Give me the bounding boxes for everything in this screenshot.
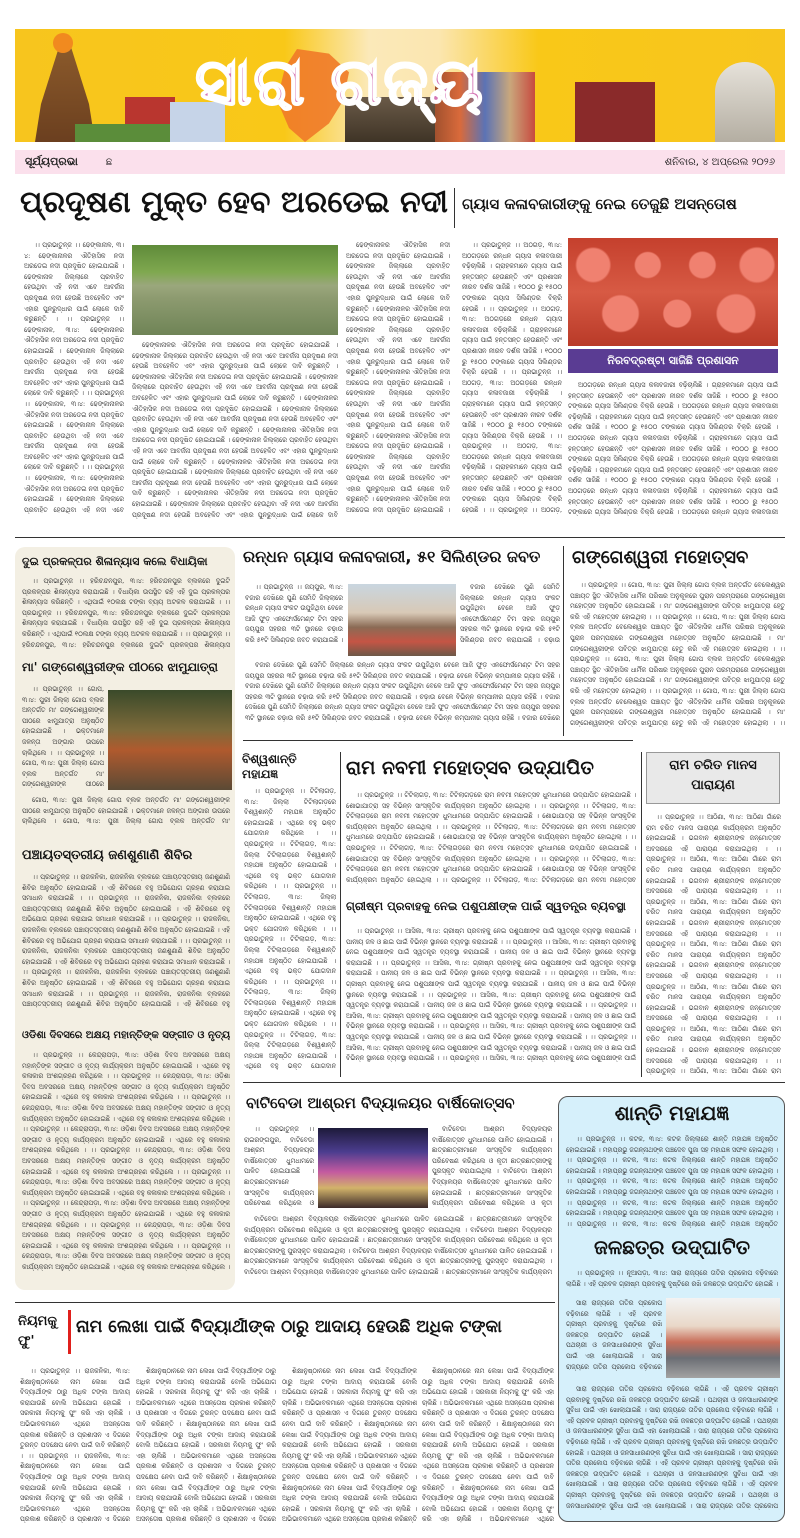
article-body-admission-fee-col3: ଶିକ୍ଷାନୁଷ୍ଠାନରେ ନାମ ଲେଖା ପାଇଁ ବିଦ୍ୟାର୍ଥୀଙ୍କ ଠାରୁ ଅଧିକ ଟଙ୍କା ଆଦାୟ କରାଯାଉଛି ବୋଲି ଅଭିଯୋଗ ହୋଇଛି । ସରକାରୀ ନିୟମକୁ ଫୁ' କରି ଏହା ଚାଲିଛି । ଅଭିଭାବକମାନେ ଏଥିରେ ଅସନ୍ତୋଷ ପ୍ରକାଶ କରିଛନ୍ତି ଓ ପ୍ରଶାସନ ଏ ଦିଗରେ ତୁରନ୍ତ ପଦକ୍ଷେପ ନେବା ପାଇଁ ଦାବି କରିଛନ୍ତି । ଶିକ୍ଷାନୁଷ୍ଠାନରେ ନାମ ଲେଖା ପାଇଁ ବିଦ୍ୟାର୍ଥୀଙ୍କ ଠାରୁ ଅଧିକ ଟଙ୍କା ଆଦାୟ କରାଯାଉଛି ବୋଲି ଅଭିଯୋଗ ହୋଇଛି । ସରକାରୀ ନିୟମକୁ ଫୁ' କରି ଏହା ଚାଲିଛି । ଅଭିଭାବକମାନେ ଏଥିରେ ଅସନ୍ତୋଷ ପ୍ରକାଶ କରିଛନ୍ତି ଓ ପ୍ରଶାସନ ଏ ଦିଗରେ ତୁରନ୍ତ ପଦକ୍ଷେପ ନେବା ପାଇଁ ଦାବି କରିଛନ୍ତି । ଶିକ୍ଷାନୁଷ୍ଠାନରେ ନାମ ଲେଖା ପାଇଁ ବିଦ୍ୟାର୍ଥୀଙ୍କ ଠାରୁ ଅଧିକ ଟଙ୍କା ଆଦାୟ କରାଯାଉଛି ବୋଲି ଅଭିଯୋଗ ହୋଇଛି । ସରକାରୀ ନିୟମକୁ ଫୁ' କରି ଏହା ଚାଲିଛି । ଅଭିଭାବକମାନେ ଏଥିରେ ଅସନ୍ତୋଷ ପ୍ରକାଶ କରିଛନ୍ତି [282, 1367, 417, 1524]
article-body-school-anniversary-bottom: ବାଟିବେଡା ଆଶ୍ରମ ବିଦ୍ୟାଳୟର ବାର୍ଷିକୋତ୍ସବ ଧୁମଧାମରେ ପାଳିତ ହୋଇଯାଇଛି । ଛାତ୍ରଛାତ୍ରୀମାନେ ସାଂସ୍କୃତିକ କାର୍ଯ୍ୟକ୍ରମ ପରିବେଷଣ କରିଥିଲେ ଓ କୃତୀ ଛାତ୍ରଛାତ୍ରୀଙ୍କୁ ପୁରସ୍କୃତ କରାଯାଇଥିଲା । ବାଟିବେଡା ଆଶ୍ରମ ବିଦ୍ୟାଳୟର ବାର୍ଷିକୋତ୍ସବ ଧୁମଧାମରେ ପାଳିତ ହୋଇଯାଇଛି । ଛାତ୍ରଛାତ୍ରୀମାନେ ସାଂସ୍କୃତିକ କାର୍ଯ୍ୟକ୍ରମ ପରିବେଷଣ କରିଥିଲେ ଓ କୃତୀ ଛାତ୍ରଛାତ୍ରୀଙ୍କୁ ପୁରସ୍କୃତ କରାଯାଇଥିଲା । ବାଟିବେଡା ଆଶ୍ରମ ବିଦ୍ୟାଳୟର ବାର୍ଷିକୋତ୍ସବ ଧୁମଧାମରେ ପାଳିତ ହୋଇଯାଇଛି । ଛାତ୍ରଛାତ୍ରୀମାନେ ସାଂସ୍କୃତିକ କାର୍ଯ୍ୟକ୍ରମ ପରିବେଷଣ କରିଥିଲେ ଓ କୃତୀ ଛାତ୍ରଛାତ୍ରୀଙ୍କୁ ପୁରସ୍କୃତ କରାଯାଇଥିଲା । ବାଟିବେଡା ଆଶ୍ରମ ବିଦ୍ୟାଳୟର ବାର୍ଷିକୋତ୍ସବ ଧୁମଧାମରେ ପାଳିତ ହୋଇଯାଇଛି । ଛାତ୍ରଛାତ୍ରୀମାନେ ସାଂସ୍କୃତିକ କାର୍ଯ୍ୟକ୍ରମ [244, 1215, 552, 1276]
article-body-jalachhatra: ।। ପ୍ରଭାତୁନ୍ଜ ।। ନୂଆପଡ଼ା, ୩।୪: ସାରା ରାଜ୍ୟରେ ତାତିର ପ୍ରକୋପ ବଢ଼ିବାରେ ଲାଗିଛି । ଏହି ପ୍ରବଳ ଗ୍ରୀଷ୍ମ ପ୍ରବାହକୁ ଦୃଷ୍ଟିରେ ରଖି ଜଳଛତ୍ର ଉଦ୍‌ଘାଟିତ ହୋଇଛି । [566, 1269, 778, 1288]
article-body-admission-fee-col2: ଶିକ୍ଷାନୁଷ୍ଠାନରେ ନାମ ଲେଖା ପାଇଁ ବିଦ୍ୟାର୍ଥୀଙ୍କ ଠାରୁ ଅଧିକ ଟଙ୍କା ଆଦାୟ କରାଯାଉଛି ବୋଲି ଅଭିଯୋଗ ହୋଇଛି । ସରକାରୀ ନିୟମକୁ ଫୁ' କରି ଏହା ଚାଲିଛି । ଅଭିଭାବକମାନେ ଏଥିରେ ଅସନ୍ତୋଷ ପ୍ରକାଶ କରିଛନ୍ତି ଓ ପ୍ରଶାସନ ଏ ଦିଗରେ ତୁରନ୍ତ ପଦକ୍ଷେପ ନେବା ପାଇଁ ଦାବି କରିଛନ୍ତି । ଶିକ୍ଷାନୁଷ୍ଠାନରେ ନାମ ଲେଖା ପାଇଁ ବିଦ୍ୟାର୍ଥୀଙ୍କ ଠାରୁ ଅଧିକ ଟଙ୍କା ଆଦାୟ କରାଯାଉଛି ବୋଲି ଅଭିଯୋଗ ହୋଇଛି । ସରକାରୀ ନିୟମକୁ ଫୁ' କରି ଏହା ଚାଲିଛି । ଅଭିଭାବକମାନେ ଏଥିରେ ଅସନ୍ତୋଷ ପ୍ରକାଶ କରିଛନ୍ତି ଓ ପ୍ରଶାସନ ଏ ଦିଗରେ ତୁରନ୍ତ ପଦକ୍ଷେପ ନେବା ପାଇଁ ଦାବି କରିଛନ୍ତି । ଶିକ୍ଷାନୁଷ୍ଠାନରେ ନାମ ଲେଖା ପାଇଁ ବିଦ୍ୟାର୍ଥୀଙ୍କ ଠାରୁ ଅଧିକ ଟଙ୍କା ଆଦାୟ କରାଯାଉଛି ବୋଲି ଅଭିଯୋଗ ହୋଇଛି । ସରକାରୀ ନିୟମକୁ ଫୁ' କରି ଏହା ଚାଲିଛି । ଅଭିଭାବକମାନେ ଏଥିରେ ଅସନ୍ତୋଷ ପ୍ରକାଶ କରିଛନ୍ତି ଓ ପ୍ରଶାସନ ଏ ଦିଗରେ [136, 1367, 276, 1524]
article-body-arodei-col3: ଢେଙ୍କାନାଳର ଐତିହାସିକ ନଦୀ ଅରଡେଇ ନଦୀ ପ୍ରଦୂଷିତ ହୋଇଯାଇଛି । ଢେଙ୍କାନାଳ ଜିଲ୍ଲାରେ ପ୍ରବାହିତ ହେଉଥିବା ଏହି ନଦୀ ଏବେ ଆବର୍ଜନା ପ୍ରଦୂଷଣ ନଦୀ ହେଉଛି ଅବହେଳିତ ଏବଂ ଏହାର ପୁନରୁଦ୍ଧାର ପାଇଁ ଲୋକେ ଦାବି କରୁଛନ୍ତି । ଢେଙ୍କାନାଳର ଐତିହାସିକ ନଦୀ ଅରଡେଇ ନଦୀ ପ୍ରଦୂଷିତ ହୋଇଯାଇଛି । ଢେଙ୍କାନାଳ ଜିଲ୍ଲାରେ ପ୍ରବାହିତ ହେଉଥିବା ଏହି ନଦୀ ଏବେ ଆବର୍ଜନା ପ୍ରଦୂଷଣ ନଦୀ ହେଉଛି ଅବହେଳିତ ଏବଂ ଏହାର ପୁନରୁଦ୍ଧାର ପାଇଁ ଲୋକେ ଦାବି କରୁଛନ୍ତି । ଢେଙ୍କାନାଳର ଐତିହାସିକ ନଦୀ ଅରଡେଇ ନଦୀ ପ୍ରଦୂଷିତ ହୋଇଯାଇଛି । ଢେଙ୍କାନାଳ ଜିଲ୍ଲାରେ ପ୍ରବାହିତ ହେଉଥିବା ଏହି ନଦୀ ଏବେ ଆବର୍ଜନା ପ୍ରଦୂଷଣ ନଦୀ ହେଉଛି ଅବହେଳିତ ଏବଂ ଏହାର ପୁନରୁଦ୍ଧାର ପାଇଁ ଲୋକେ ଦାବି କରୁଛନ୍ତି । ଢେଙ୍କାନାଳର ଐତିହାସିକ ନଦୀ ଅରଡେଇ ନଦୀ ପ୍ରଦୂଷିତ ହୋଇଯାଇଛି । ଢେଙ୍କାନାଳ ଜିଲ୍ଲାରେ ପ୍ରବାହିତ ହେଉଥିବା ଏହି ନଦୀ ଏବେ ଆବର୍ଜନା ପ୍ରଦୂଷଣ ନଦୀ ହେଉଛି ଅବହେଳିତ ଏବଂ ଏହାର ପୁନରୁଦ୍ଧାର ପାଇଁ ଲୋକେ ଦାବି କରୁଛନ୍ତି । ଢେଙ୍କାନାଳର ଐତିହାସିକ ନଦୀ ଅରଡେଇ ନଦୀ ପ୍ରଦୂଷିତ ହୋଇଯାଇଛି । [346, 241, 450, 514]
section-divider [15, 1302, 555, 1303]
section-divider [15, 537, 785, 538]
column-rule [454, 188, 455, 228]
headline-accent-bar [68, 1310, 71, 1354]
sun-icon [53, 33, 73, 53]
stupa-illustration [715, 62, 775, 142]
headline-ram-navami: ରାମ ନବମୀ ମହୋତ୍ସବ ଉଦ୍‌ଯାପିତ [346, 758, 594, 779]
article-body-cylinder-seized: ।। ପ୍ରଭାତୁନ୍ଜ ।। ଜୟପୁର, ୩।୪: ବଜାର ଦେଖିରେ ପୁଣି ସେମିତି ଜିଲ୍ଲାରେ ରନ୍ଧନ ଗ୍ୟାସ ସଂକଟ ଉପୁଜିଥିବା ବେଳେ ଆଜି ଫୁଡ଼ ଏନଫୋର୍ସମେଣ୍ଟ ଟିମ ସହର ଜୟପୁର ସହରର ୩ଟି ସ୍ଥାନରେ ଚଢ଼ାଉ କରି ୫୧ଟି ସିଲିଣ୍ଡର ଜବତ କରାଯାଇଛି । [245, 583, 343, 644]
headline-cylinder-seized: ରନ୍ଧନ ଗ୍ୟାସ କଳାବଜାରୀ, ୫୧ ସିଲିଣ୍ଡର ଜବତ [243, 548, 541, 566]
article-body-cylinder-seized-bottom: ବଜାର ଦେଖିରେ ପୁଣି ସେମିତି ଜିଲ୍ଲାରେ ରନ୍ଧନ ଗ୍ୟାସ ସଂକଟ ଉପୁଜିଥିବା ବେଳେ ଆଜି ଫୁଡ଼ ଏନଫୋର୍ସମେଣ୍ଟ ଟିମ ସହର ଜୟପୁର ସହରର ୩ଟି ସ୍ଥାନରେ ଚଢ଼ାଉ କରି ୫୧ଟି ସିଲିଣ୍ଡର ଜବତ କରାଯାଇଛି । ଚଢ଼ାଉ ବେଳେ ବିଭିନ୍ନ କମ୍ପାନୀର ଗ୍ୟାସ ରହିଛି । ବଜାର ଦେଖିରେ ପୁଣି ସେମିତି ଜିଲ୍ଲାରେ ରନ୍ଧନ ଗ୍ୟାସ ସଂକଟ ଉପୁଜିଥିବା ବେଳେ ଆଜି ଫୁଡ଼ ଏନଫୋର୍ସମେଣ୍ଟ ଟିମ ସହର ଜୟପୁର ସହରର ୩ଟି ସ୍ଥାନରେ ଚଢ଼ାଉ କରି ୫୧ଟି ସିଲିଣ୍ଡର ଜବତ କରାଯାଇଛି । ଚଢ଼ାଉ ବେଳେ ବିଭିନ୍ନ କମ୍ପାନୀର ଗ୍ୟାସ ରହିଛି । ବଜାର ଦେଖିରେ ପୁଣି ସେମିତି ଜିଲ୍ଲାରେ ରନ୍ଧନ ଗ୍ୟାସ ସଂକଟ ଉପୁଜିଥିବା ବେଳେ ଆଜି ଫୁଡ଼ ଏନଫୋର୍ସମେଣ୍ଟ ଟିମ ସହର ଜୟପୁର ସହରର ୩ଟି ସ୍ଥାନରେ ଚଢ଼ାଉ କରି ୫୧ଟି ସିଲିଣ୍ଡର ଜବତ କରାଯାଇଛି । ଚଢ଼ାଉ ବେଳେ ବିଭିନ୍ନ କମ୍ପାନୀର ଗ୍ୟାସ ରହିଛି । ବଜାର ଦେଖିରେ [245, 661, 560, 722]
headline-mla-foundation: ଦୁଇ ପ୍ରକଳ୍ପର ଶିଳାନ୍ୟାସ କଲେ ବିଧାୟିକା [22, 556, 208, 568]
article-body-arodei: ।। ପ୍ରଭାତୁନ୍ଜ ।। ଢେଙ୍କାନାଳ, ୩।୪: ଢେଙ୍କାନାଳର ଐତିହାସିକ ନଦୀ ଅରଡେଇ ନଦୀ ପ୍ରଦୂଷିତ ହୋଇଯାଇଛି । ଢେଙ୍କାନାଳ ଜିଲ୍ଲାରେ ପ୍ରବାହିତ ହେଉଥିବା ଏହି ନଦୀ ଏବେ ଆବର୍ଜନା ପ୍ରଦୂଷଣ ନଦୀ ହେଉଛି ଅବହେଳିତ ଏବଂ ଏହାର ପୁନରୁଦ୍ଧାର ପାଇଁ ଲୋକେ ଦାବି କରୁଛନ୍ତି । ।। ପ୍ରଭାତୁନ୍ଜ ।। ଢେଙ୍କାନାଳ, ୩।୪: ଢେଙ୍କାନାଳର ଐତିହାସିକ ନଦୀ ଅରଡେଇ ନଦୀ ପ୍ରଦୂଷିତ ହୋଇଯାଇଛି । ଢେଙ୍କାନାଳ ଜିଲ୍ଲାରେ ପ୍ରବାହିତ ହେଉଥିବା ଏହି ନଦୀ ଏବେ ଆବର୍ଜନା ପ୍ରଦୂଷଣ ନଦୀ ହେଉଛି ଅବହେଳିତ ଏବଂ ଏହାର ପୁନରୁଦ୍ଧାର ପାଇଁ ଲୋକେ ଦାବି କରୁଛନ୍ତି । ।। ପ୍ରଭାତୁନ୍ଜ ।। ଢେଙ୍କାନାଳ, ୩।୪: ଢେଙ୍କାନାଳର ଐତିହାସିକ ନଦୀ ଅରଡେଇ ନଦୀ ପ୍ରଦୂଷିତ ହୋଇଯାଇଛି । ଢେଙ୍କାନାଳ ଜିଲ୍ଲାରେ ପ୍ରବାହିତ ହେଉଥିବା ଏହି ନଦୀ ଏବେ ଆବର୍ଜନା ପ୍ରଦୂଷଣ ନଦୀ ହେଉଛି ଅବହେଳିତ ଏବଂ ଏହାର ପୁନରୁଦ୍ଧାର ପାଇଁ ଲୋକେ ଦାବି କରୁଛନ୍ତି । ।। ପ୍ରଭାତୁନ୍ଜ ।। ଢେଙ୍କାନାଳ, ୩।୪: ଢେଙ୍କାନାଳର ଐତିହାସିକ ନଦୀ ଅରଡେଇ ନଦୀ ପ୍ରଦୂଷିତ ହୋଇଯାଇଛି । ଢେଙ୍କାନାଳ ଜିଲ୍ଲାରେ ପ୍ରବାହିତ ହେଉଥିବା ଏହି ନଦୀ ଏବେ [24, 241, 124, 514]
article-body-jhamu-jatra: ।। ପ୍ରଭାତୁନ୍ଜ ।। ଗୋପ, ୩।୪: ପୁରୀ ଜିଲ୍ଲା ଗୋପ ବ୍ଲକ ଅନ୍ତର୍ଗତ ମା' ଗଙ୍ଗେଶ୍ୱରୀଙ୍କ ପୀଠରେ ଝାମୁଯାତ୍ରା ଅନୁଷ୍ଠିତ ହୋଇଯାଇଛି । ଭକ୍ତମାନେ ଜଳନ୍ତା ଅଙ୍ଗାର ଉପରେ ଚାଲିଥିଲେ । ।। ପ୍ରଭାତୁନ୍ଜ ।। ଗୋପ, ୩।୪: ପୁରୀ ଜିଲ୍ଲା ଗୋପ ବ୍ଲକ ଅନ୍ତର୍ଗତ ମା' ଗଙ୍ଗେଶ୍ୱରୀଙ୍କ ପୀଠରେ [22, 685, 104, 789]
photo-school-stage [318, 1128, 428, 1208]
issue-date: ଶନିବାର, ୪ ଅପ୍ରେଲ ୨୦୨୬ [664, 156, 775, 168]
headline-gas-discontent: ଗ୍ୟାସ କଳାବଜାରୀଙ୍କୁ ନେଇ ତେଜୁଛି ଅସନ୍ତୋଷ [462, 196, 737, 213]
column-rule [563, 546, 564, 736]
article-body-admission-fee: ।। ପ୍ରଭାତୁନ୍ଜ ।। ରାଜକନିକା, ୩।୪: ଶିକ୍ଷାନୁଷ୍ଠାନରେ ନାମ ଲେଖା ପାଇଁ ବିଦ୍ୟାର୍ଥୀଙ୍କ ଠାରୁ ଅଧିକ ଟଙ୍କା ଆଦାୟ କରାଯାଉଛି ବୋଲି ଅଭିଯୋଗ ହୋଇଛି । ସରକାରୀ ନିୟମକୁ ଫୁ' କରି ଏହା ଚାଲିଛି । ଅଭିଭାବକମାନେ ଏଥିରେ ଅସନ୍ତୋଷ ପ୍ରକାଶ କରିଛନ୍ତି ଓ ପ୍ରଶାସନ ଏ ଦିଗରେ ତୁରନ୍ତ ପଦକ୍ଷେପ ନେବା ପାଇଁ ଦାବି କରିଛନ୍ତି । ।। ପ୍ରଭାତୁନ୍ଜ ।। ରାଜକନିକା, ୩।୪: ଶିକ୍ଷାନୁଷ୍ଠାନରେ ନାମ ଲେଖା ପାଇଁ ବିଦ୍ୟାର୍ଥୀଙ୍କ ଠାରୁ ଅଧିକ ଟଙ୍କା ଆଦାୟ କରାଯାଉଛି ବୋଲି ଅଭିଯୋଗ ହୋଇଛି । ସରକାରୀ ନିୟମକୁ ଫୁ' କରି ଏହା ଚାଲିଛି । ଅଭିଭାବକମାନେ ଏଥିରେ ଅସନ୍ତୋଷ ପ୍ରକାଶ କରିଛନ୍ତି ଓ ପ୍ରଶାସନ ଏ ଦିଗରେ [20, 1367, 130, 1524]
article-body-admission-fee-col4: ଶିକ୍ଷାନୁଷ୍ଠାନରେ ନାମ ଲେଖା ପାଇଁ ବିଦ୍ୟାର୍ଥୀଙ୍କ ଠାରୁ ଅଧିକ ଟଙ୍କା ଆଦାୟ କରାଯାଉଛି ବୋଲି ଅଭିଯୋଗ ହୋଇଛି । ସରକାରୀ ନିୟମକୁ ଫୁ' କରି ଏହା ଚାଲିଛି । ଅଭିଭାବକମାନେ ଏଥିରେ ଅସନ୍ତୋଷ ପ୍ରକାଶ କରିଛନ୍ତି ଓ ପ୍ରଶାସନ ଏ ଦିଗରେ ତୁରନ୍ତ ପଦକ୍ଷେପ ନେବା ପାଇଁ ଦାବି କରିଛନ୍ତି । ଶିକ୍ଷାନୁଷ୍ଠାନରେ ନାମ ଲେଖା ପାଇଁ ବିଦ୍ୟାର୍ଥୀଙ୍କ ଠାରୁ ଅଧିକ ଟଙ୍କା ଆଦାୟ କରାଯାଉଛି ବୋଲି ଅଭିଯୋଗ ହୋଇଛି । ସରକାରୀ ନିୟମକୁ ଫୁ' କରି ଏହା ଚାଲିଛି । ଅଭିଭାବକମାନେ ଏଥିରେ ଅସନ୍ତୋଷ ପ୍ରକାଶ କରିଛନ୍ତି ଓ ପ୍ରଶାସନ ଏ ଦିଗରେ ତୁରନ୍ତ ପଦକ୍ଷେପ ନେବା ପାଇଁ ଦାବି କରିଛନ୍ତି । ଶିକ୍ଷାନୁଷ୍ଠାନରେ ନାମ ଲେଖା ପାଇଁ ବିଦ୍ୟାର୍ଥୀଙ୍କ ଠାରୁ ଅଧିକ ଟଙ୍କା ଆଦାୟ କରାଯାଉଛି ବୋଲି ଅଭିଯୋଗ ହୋଇଛି । ସରକାରୀ ନିୟମକୁ ଫୁ' କରି ଏହା ଚାଲିଛି । ଅଭିଭାବକମାନେ ଏଥିରେ [422, 1367, 554, 1524]
palm-illustration [575, 82, 655, 142]
newspaper-brand: ସୂର୍ଯ୍ୟପ୍ରଭା [25, 155, 78, 168]
article-body-ram-navami: ।। ପ୍ରଭାତୁନ୍ଜ ।। ଟିଟିଲାଗଡ଼, ୩।୪: ଟିଟିଲାଗଡ଼ରେ ରାମ ନବମୀ ମହୋତ୍ସବ ଧୁମଧାମରେ ଉଦ୍‌ଯାପିତ ହୋଇଯାଇଛି । ଶୋଭାଯାତ୍ରା ସହ ବିଭିନ୍ନ ସାଂସ୍କୃତିକ କାର୍ଯ୍ୟକ୍ରମ ଅନୁଷ୍ଠିତ ହୋଇଥିଲା । ।। ପ୍ରଭାତୁନ୍ଜ ।। ଟିଟିଲାଗଡ଼, ୩।୪: ଟିଟିଲାଗଡ଼ରେ ରାମ ନବମୀ ମହୋତ୍ସବ ଧୁମଧାମରେ ଉଦ୍‌ଯାପିତ ହୋଇଯାଇଛି । ଶୋଭାଯାତ୍ରା ସହ ବିଭିନ୍ନ ସାଂସ୍କୃତିକ କାର୍ଯ୍ୟକ୍ରମ ଅନୁଷ୍ଠିତ ହୋଇଥିଲା । ।। ପ୍ରଭାତୁନ୍ଜ ।। ଟିଟିଲାଗଡ଼, ୩।୪: ଟିଟିଲାଗଡ଼ରେ ରାମ ନବମୀ ମହୋତ୍ସବ ଧୁମଧାମରେ ଉଦ୍‌ଯାପିତ ହୋଇଯାଇଛି । ଶୋଭାଯାତ୍ରା ସହ ବିଭିନ୍ନ ସାଂସ୍କୃତିକ କାର୍ଯ୍ୟକ୍ରମ ଅନୁଷ୍ଠିତ ହୋଇଥିଲା । ।। ପ୍ରଭାତୁନ୍ଜ ।। ଟିଟିଲାଗଡ଼, ୩।୪: ଟିଟିଲାଗଡ଼ରେ ରାମ ନବମୀ ମହୋତ୍ସବ ଧୁମଧାମରେ ଉଦ୍‌ଯାପିତ ହୋଇଯାଇଛି । ଶୋଭାଯାତ୍ରା ସହ ବିଭିନ୍ନ ସାଂସ୍କୃତିକ କାର୍ଯ୍ୟକ୍ରମ ଅନୁଷ୍ଠିତ ହୋଇଥିଲା । ।। ପ୍ରଭାତୁନ୍ଜ ।। ଟିଟିଲାଗଡ଼, ୩।୪: ଟିଟିଲାଗଡ଼ରେ ରାମ ନବମୀ ମହୋତ୍ସବ ଧୁମଧାମରେ ଉଦ୍‌ଯାପିତ ହୋଇଯାଇଛି । ଶୋଭାଯାତ୍ରା ସହ ବିଭିନ୍ନ ସାଂସ୍କୃତିକ କାର୍ଯ୍ୟକ୍ରମ ଅନୁଷ୍ଠିତ ହୋଇଥିଲା । ।। ପ୍ରଭାତୁନ୍ଜ ।। ଟିଟିଲାଗଡ଼, ୩।୪: ଟିଟିଲାଗଡ଼ରେ ରାମ ନବମୀ ମହୋତ୍ସବ [346, 791, 636, 884]
headline-shanti-yajna: ଶାନ୍ତି ମହାଯଜ୍ଞ [614, 1102, 730, 1125]
article-body-odisha-divas: ।। ପ୍ରଭାତୁନ୍ଜ ।। କେନ୍ଦ୍ରାପଡ଼ା, ୩।୪: ଓଡ଼ିଶା ଦିବସ ଅବସରରେ ଅକ୍ଷୟ ମହାନ୍ତିଙ୍କ ସଙ୍ଗୀତ ଓ ନୃତ୍ୟ କାର୍ଯ୍ୟକ୍ରମ ଅନୁଷ୍ଠିତ ହୋଇଯାଇଛି । ଏଥିରେ ବହୁ କଳାକାର ଅଂଶଗ୍ରହଣ କରିଥିଲେ । ।। ପ୍ରଭାତୁନ୍ଜ ।। କେନ୍ଦ୍ରାପଡ଼ା, ୩।୪: ଓଡ଼ିଶା ଦିବସ ଅବସରରେ ଅକ୍ଷୟ ମହାନ୍ତିଙ୍କ ସଙ୍ଗୀତ ଓ ନୃତ୍ୟ କାର୍ଯ୍ୟକ୍ରମ ଅନୁଷ୍ଠିତ ହୋଇଯାଇଛି । ଏଥିରେ ବହୁ କଳାକାର ଅଂଶଗ୍ରହଣ କରିଥିଲେ । ।। ପ୍ରଭାତୁନ୍ଜ ।। କେନ୍ଦ୍ରାପଡ଼ା, ୩।୪: ଓଡ଼ିଶା ଦିବସ ଅବସରରେ ଅକ୍ଷୟ ମହାନ୍ତିଙ୍କ ସଙ୍ଗୀତ ଓ ନୃତ୍ୟ କାର୍ଯ୍ୟକ୍ରମ ଅନୁଷ୍ଠିତ ହୋଇଯାଇଛି । ଏଥିରେ ବହୁ କଳାକାର ଅଂଶଗ୍ରହଣ କରିଥିଲେ । ।। ପ୍ରଭାତୁନ୍ଜ ।। କେନ୍ଦ୍ରାପଡ଼ା, ୩।୪: ଓଡ଼ିଶା ଦିବସ ଅବସରରେ ଅକ୍ଷୟ ମହାନ୍ତିଙ୍କ ସଙ୍ଗୀତ ଓ ନୃତ୍ୟ କାର୍ଯ୍ୟକ୍ରମ ଅନୁଷ୍ଠିତ ହୋଇଯାଇଛି । ଏଥିରେ ବହୁ କଳାକାର ଅଂଶଗ୍ରହଣ କରିଥିଲେ । ।। ପ୍ରଭାତୁନ୍ଜ ।। କେନ୍ଦ୍ରାପଡ଼ା, ୩।୪: ଓଡ଼ିଶା ଦିବସ ଅବସରରେ ଅକ୍ଷୟ ମହାନ୍ତିଙ୍କ ସଙ୍ଗୀତ ଓ ନୃତ୍ୟ କାର୍ଯ୍ୟକ୍ରମ ଅନୁଷ୍ଠିତ ହୋଇଯାଇଛି । ଏଥିରେ ବହୁ କଳାକାର ଅଂଶଗ୍ରହଣ କରିଥିଲେ । ।। ପ୍ରଭାତୁନ୍ଜ ।। କେନ୍ଦ୍ରାପଡ଼ା, ୩।୪: ଓଡ଼ିଶା ଦିବସ ଅବସରରେ ଅକ୍ଷୟ ମହାନ୍ତିଙ୍କ ସଙ୍ଗୀତ ଓ ନୃତ୍ୟ କାର୍ଯ୍ୟକ୍ରମ ଅନୁଷ୍ଠିତ ହୋଇଯାଇଛି । ଏଥିରେ ବହୁ କଳାକାର ଅଂଶଗ୍ରହଣ କରିଥିଲେ । ।। ପ୍ରଭାତୁନ୍ଜ ।। କେନ୍ଦ୍ରାପଡ଼ା, ୩।୪: ଓଡ଼ିଶା ଦିବସ ଅବସରରେ ଅକ୍ଷୟ ମହାନ୍ତିଙ୍କ ସଙ୍ଗୀତ ଓ ନୃତ୍ୟ କାର୍ଯ୍ୟକ୍ରମ ଅନୁଷ୍ଠିତ ହୋଇଯାଇଛି । ଏଥିରେ ବହୁ କଳାକାର ଅଂଶଗ୍ରହଣ କରିଥିଲେ । ।। ପ୍ରଭାତୁନ୍ଜ ।। କେନ୍ଦ୍ରାପଡ଼ା, ୩।୪: ଓଡ଼ିଶା ଦିବସ ଅବସରରେ ଅକ୍ଷୟ ମହାନ୍ତିଙ୍କ ସଙ୍ଗୀତ ଓ ନୃତ୍ୟ କାର୍ଯ୍ୟକ୍ରମ ଅନୁଷ୍ଠିତ ହୋଇଯାଇଛି । ଏଥିରେ ବହୁ କଳାକାର ଅଂଶଗ୍ରହଣ କରିଥିଲେ । ।। ପ୍ରଭାତୁନ୍ଜ ।। କେନ୍ଦ୍ରାପଡ଼ା, ୩।୪: ଓଡ଼ିଶା ଦିବସ ଅବସରରେ ଅକ୍ଷୟ ମହାନ୍ତିଙ୍କ ସଙ୍ଗୀତ ଓ ନୃତ୍ୟ କାର୍ଯ୍ୟକ୍ରମ ଅନୁଷ୍ଠିତ ହୋଇଯାଇଛି । ଏଥିରେ ବହୁ କଳାକାର ଅଂଶଗ୍ରହଣ କରିଥିଲେ । [22, 1051, 230, 1271]
article-body-school-anniversary: ।। ପ୍ରଭାତୁନ୍ଜ ।। ରାଇରଙ୍ଗପୁର, ବାଟିବେଡା ଆଶ୍ରମ ବିଦ୍ୟାଳୟର ବାର୍ଷିକୋତ୍ସବ ଧୁମଧାମରେ ପାଳିତ ହୋଇଯାଇଛି । ଛାତ୍ରଛାତ୍ରୀମାନେ ସାଂସ୍କୃତିକ କାର୍ଯ୍ୟକ୍ରମ ପରିବେଷଣ କରିଥିଲେ ଓ [244, 1125, 314, 1208]
article-body-mla-foundation: ।। ପ୍ରଭାତୁନ୍ଜ ।। ହରିଚନ୍ଦନପୁର, ୩।୪: ହରିଚନ୍ଦନପୁର ବ୍ଲକରେ ଦୁଇଟି ପ୍ରକଳ୍ପର ଶିଳାନ୍ୟାସ କରାଯାଇଛି । ବିଧାୟିକା ଉପସ୍ଥିତ ରହି ଏହି ଦୁଇ ପ୍ରକଳ୍ପର ଶିଳାନ୍ୟାସ କରିଛନ୍ତି । ଏଥିପାଇଁ ୧୦ଲକ୍ଷ ଟଙ୍କା ବ୍ୟୟ ଅଟକଳ କରାଯାଇଛି । ।। ପ୍ରଭାତୁନ୍ଜ ।। ହରିଚନ୍ଦନପୁର, ୩।୪: ହରିଚନ୍ଦନପୁର ବ୍ଲକରେ ଦୁଇଟି ପ୍ରକଳ୍ପର ଶିଳାନ୍ୟାସ କରାଯାଇଛି । ବିଧାୟିକା ଉପସ୍ଥିତ ରହି ଏହି ଦୁଇ ପ୍ରକଳ୍ପର ଶିଳାନ୍ୟାସ କରିଛନ୍ତି । ଏଥିପାଇଁ ୧୦ଲକ୍ଷ ଟଙ୍କା ବ୍ୟୟ ଅଟକଳ କରାଯାଇଛି । ।। ପ୍ରଭାତୁନ୍ଜ ।। ହରିଚନ୍ଦନପୁର, ୩।୪: ହରିଚନ୍ଦନପୁର ବ୍ଲକରେ ଦୁଇଟି ପ୍ରକଳ୍ପର ଶିଳାନ୍ୟାସ [22, 577, 230, 649]
article-body-gas-discontent: ।। ପ୍ରଭାତୁନ୍ଜ ।। ଅଠଗଡ଼, ୩।୪: ଅଠଗଡ଼ରେ ରନ୍ଧନ ଗ୍ୟାସ କଳାବଜାରୀ ବଢ଼ିଚାଲିଛି । ଗ୍ରାହକମାନେ ଗ୍ୟାସ ପାଇଁ ହନ୍ତସନ୍ତ ହେଉଛନ୍ତି ଏବଂ ପ୍ରଶାସନ ନୀରବ ଦର୍ଶକ ସାଜିଛି । ୧୦୦୦ ରୁ ୧୫୦୦ ଟଙ୍କାରେ ଗ୍ୟାସ ସିଲିଣ୍ଡର ବିକ୍ରି ହେଉଛି । ।। ପ୍ରଭାତୁନ୍ଜ ।। ଅଠଗଡ଼, ୩।୪: ଅଠଗଡ଼ରେ ରନ୍ଧନ ଗ୍ୟାସ କଳାବଜାରୀ ବଢ଼ିଚାଲିଛି । ଗ୍ରାହକମାନେ ଗ୍ୟାସ ପାଇଁ ହନ୍ତସନ୍ତ ହେଉଛନ୍ତି ଏବଂ ପ୍ରଶାସନ ନୀରବ ଦର୍ଶକ ସାଜିଛି । ୧୦୦୦ ରୁ ୧୫୦୦ ଟଙ୍କାରେ ଗ୍ୟାସ ସିଲିଣ୍ଡର ବିକ୍ରି ହେଉଛି । ।। ପ୍ରଭାତୁନ୍ଜ ।। ଅଠଗଡ଼, ୩।୪: ଅଠଗଡ଼ରେ ରନ୍ଧନ ଗ୍ୟାସ କଳାବଜାରୀ ବଢ଼ିଚାଲିଛି । ଗ୍ରାହକମାନେ ଗ୍ୟାସ ପାଇଁ ହନ୍ତସନ୍ତ ହେଉଛନ୍ତି ଏବଂ ପ୍ରଶାସନ ନୀରବ ଦର୍ଶକ ସାଜିଛି । ୧୦୦୦ ରୁ ୧୫୦୦ ଟଙ୍କାରେ ଗ୍ୟାସ ସିଲିଣ୍ଡର ବିକ୍ରି ହେଉଛି । ।। ପ୍ରଭାତୁନ୍ଜ ।। ଅଠଗଡ଼, ୩।୪: ଅଠଗଡ଼ରେ ରନ୍ଧନ ଗ୍ୟାସ କଳାବଜାରୀ ବଢ଼ିଚାଲିଛି । ଗ୍ରାହକମାନେ ଗ୍ୟାସ ପାଇଁ ହନ୍ତସନ୍ତ ହେଉଛନ୍ତି ଏବଂ ପ୍ରଶାସନ ନୀରବ ଦର୍ଶକ ସାଜିଛି । ୧୦୦୦ ରୁ ୧୫୦୦ ଟଙ୍କାରେ ଗ୍ୟାସ ସିଲିଣ୍ଡର ବିକ୍ରି ହେଉଛି । ।। ପ୍ରଭାତୁନ୍ଜ ।। ଅଠଗଡ଼, [462, 241, 562, 514]
section-title: ସାରା ରାଜ୍ୟ [195, 46, 485, 120]
section-divider [243, 1082, 785, 1083]
article-body-cylinder-seized-cont: ବଜାର ଦେଖିରେ ପୁଣି ସେମିତି ଜିଲ୍ଲାରେ ରନ୍ଧନ ଗ୍ୟାସ ସଂକଟ ଉପୁଜିଥିବା ବେଳେ ଆଜି ଫୁଡ଼ ଏନଫୋର୍ସମେଣ୍ଟ ଟିମ ସହର ଜୟପୁର ସହରର ୩ଟି ସ୍ଥାନରେ ଚଢ଼ାଉ କରି ୫୧ଟି ସିଲିଣ୍ଡର ଜବତ କରାଯାଇଛି । ଚଢ଼ାଉ [460, 583, 560, 644]
article-body-gas-discontent-cont: ଅଠଗଡ଼ରେ ରନ୍ଧନ ଗ୍ୟାସ କଳାବଜାରୀ ବଢ଼ିଚାଲିଛି । ଗ୍ରାହକମାନେ ଗ୍ୟାସ ପାଇଁ ହନ୍ତସନ୍ତ ହେଉଛନ୍ତି ଏବଂ ପ୍ରଶାସନ ନୀରବ ଦର୍ଶକ ସାଜିଛି । ୧୦୦୦ ରୁ ୧୫୦୦ ଟଙ୍କାରେ ଗ୍ୟାସ ସିଲିଣ୍ଡର ବିକ୍ରି ହେଉଛି । ଅଠଗଡ଼ରେ ରନ୍ଧନ ଗ୍ୟାସ କଳାବଜାରୀ ବଢ଼ିଚାଲିଛି । ଗ୍ରାହକମାନେ ଗ୍ୟାସ ପାଇଁ ହନ୍ତସନ୍ତ ହେଉଛନ୍ତି ଏବଂ ପ୍ରଶାସନ ନୀରବ ଦର୍ଶକ ସାଜିଛି । ୧୦୦୦ ରୁ ୧୫୦୦ ଟଙ୍କାରେ ଗ୍ୟାସ ସିଲିଣ୍ଡର ବିକ୍ରି ହେଉଛି । ଅଠଗଡ଼ରେ ରନ୍ଧନ ଗ୍ୟାସ କଳାବଜାରୀ ବଢ଼ିଚାଲିଛି । ଗ୍ରାହକମାନେ ଗ୍ୟାସ ପାଇଁ ହନ୍ତସନ୍ତ ହେଉଛନ୍ତି ଏବଂ ପ୍ରଶାସନ ନୀରବ ଦର୍ଶକ ସାଜିଛି । ୧୦୦୦ ରୁ ୧୫୦୦ ଟଙ୍କାରେ ଗ୍ୟାସ ସିଲିଣ୍ଡର ବିକ୍ରି ହେଉଛି । ଅଠଗଡ଼ରେ ରନ୍ଧନ ଗ୍ୟାସ କଳାବଜାରୀ ବଢ଼ିଚାଲିଛି । ଗ୍ରାହକମାନେ ଗ୍ୟାସ ପାଇଁ ହନ୍ତସନ୍ତ ହେଉଛନ୍ତି ଏବଂ ପ୍ରଶାସନ ନୀରବ ଦର୍ଶକ ସାଜିଛି । ୧୦୦୦ ରୁ ୧୫୦୦ ଟଙ୍କାରେ ଗ୍ୟାସ ସିଲିଣ୍ଡର ବିକ୍ରି ହେଉଛି । ଅଠଗଡ଼ରେ ରନ୍ଧନ ଗ୍ୟାସ କଳାବଜାରୀ ବଢ଼ିଚାଲିଛି । ଗ୍ରାହକମାନେ ଗ୍ୟାସ ପାଇଁ ହନ୍ତସନ୍ତ ହେଉଛନ୍ତି ଏବଂ ପ୍ରଶାସନ ନୀରବ ଦର୍ଶକ ସାଜିଛି । ୧୦୦୦ ରୁ ୧୫୦୦ ଟଙ୍କାରେ ଗ୍ୟାସ ସିଲିଣ୍ଡର ବିକ୍ରି ହେଉଛି । ଅଠଗଡ଼ରେ ରନ୍ଧନ ଗ୍ୟାସ କଳାବଜାରୀ [568, 381, 778, 517]
headline-gangeswari-festival: ଗଙ୍ଗେଶ୍ୱରୀ ମହୋତ୍ସବ [572, 548, 749, 568]
photo-jhamu-jatra [108, 690, 232, 790]
section-divider [243, 740, 633, 741]
article-body-school-anniversary-cont: ବାଟିବେଡା ଆଶ୍ରମ ବିଦ୍ୟାଳୟର ବାର୍ଷିକୋତ୍ସବ ଧୁମଧାମରେ ପାଳିତ ହୋଇଯାଇଛି । ଛାତ୍ରଛାତ୍ରୀମାନେ ସାଂସ୍କୃତିକ କାର୍ଯ୍ୟକ୍ରମ ପରିବେଷଣ କରିଥିଲେ ଓ କୃତୀ ଛାତ୍ରଛାତ୍ରୀଙ୍କୁ ପୁରସ୍କୃତ କରାଯାଇଥିଲା । ବାଟିବେଡା ଆଶ୍ରମ ବିଦ୍ୟାଳୟର ବାର୍ଷିକୋତ୍ସବ ଧୁମଧାମରେ ପାଳିତ ହୋଇଯାଇଛି । ଛାତ୍ରଛାତ୍ରୀମାନେ ସାଂସ୍କୃତିକ କାର୍ଯ୍ୟକ୍ରମ ପରିବେଷଣ କରିଥିଲେ ଓ କୃତୀ [432, 1125, 552, 1208]
kicker-admission-fee: ନିୟମକୁ ଫୁ' [18, 1314, 58, 1349]
article-body-jalachhatra-cont: ସାରା ରାଜ୍ୟରେ ତାତିର ପ୍ରକୋପ ବଢ଼ିବାରେ ଲାଗିଛି । ଏହି ପ୍ରବଳ ଗ୍ରୀଷ୍ମ ପ୍ରବାହକୁ ଦୃଷ୍ଟିରେ ରଖି ଜଳଛତ୍ର ଉଦ୍‌ଘାଟିତ ହୋଇଛି । ପଥଚାରୀ ଓ ଜନସାଧାରଣଙ୍କ ସୁବିଧା ପାଇଁ ଏହା ଖୋଲାଯାଇଛି । ସାରା ରାଜ୍ୟରେ ତାତିର ପ୍ରକୋପ ବଢ଼ିବାରେ [566, 1299, 662, 1371]
article-body-summer-animals: ।। ପ୍ରଭାତୁନ୍ଜ ।। ଆସିକା, ୩।୪: ଗ୍ରୀଷ୍ମ ପ୍ରବାହକୁ ନେଇ ପଶୁପକ୍ଷୀଙ୍କ ପାଇଁ ସ୍ୱତନ୍ତ୍ର ବ୍ୟବସ୍ଥା କରାଯାଇଛି । ପାନୀୟ ଜଳ ଓ ଛାଇ ପାଇଁ ବିଭିନ୍ନ ସ୍ଥାନରେ ବ୍ୟବସ୍ଥା କରାଯାଇଛି । ।। ପ୍ରଭାତୁନ୍ଜ ।। ଆସିକା, ୩।୪: ଗ୍ରୀଷ୍ମ ପ୍ରବାହକୁ ନେଇ ପଶୁପକ୍ଷୀଙ୍କ ପାଇଁ ସ୍ୱତନ୍ତ୍ର ବ୍ୟବସ୍ଥା କରାଯାଇଛି । ପାନୀୟ ଜଳ ଓ ଛାଇ ପାଇଁ ବିଭିନ୍ନ ସ୍ଥାନରେ ବ୍ୟବସ୍ଥା କରାଯାଇଛି । ।। ପ୍ରଭାତୁନ୍ଜ ।। ଆସିକା, ୩।୪: ଗ୍ରୀଷ୍ମ ପ୍ରବାହକୁ ନେଇ ପଶୁପକ୍ଷୀଙ୍କ ପାଇଁ ସ୍ୱତନ୍ତ୍ର ବ୍ୟବସ୍ଥା କରାଯାଇଛି । ପାନୀୟ ଜଳ ଓ ଛାଇ ପାଇଁ ବିଭିନ୍ନ ସ୍ଥାନରେ ବ୍ୟବସ୍ଥା କରାଯାଇଛି । ।। ପ୍ରଭାତୁନ୍ଜ ।। ଆସିକା, ୩।୪: ଗ୍ରୀଷ୍ମ ପ୍ରବାହକୁ ନେଇ ପଶୁପକ୍ଷୀଙ୍କ ପାଇଁ ସ୍ୱତନ୍ତ୍ର ବ୍ୟବସ୍ଥା କରାଯାଇଛି । ପାନୀୟ ଜଳ ଓ ଛାଇ ପାଇଁ ବିଭିନ୍ନ ସ୍ଥାନରେ ବ୍ୟବସ୍ଥା କରାଯାଇଛି । ।। ପ୍ରଭାତୁନ୍ଜ ।। ଆସିକା, ୩।୪: ଗ୍ରୀଷ୍ମ ପ୍ରବାହକୁ ନେଇ ପଶୁପକ୍ଷୀଙ୍କ ପାଇଁ ସ୍ୱତନ୍ତ୍ର ବ୍ୟବସ୍ଥା କରାଯାଇଛି । ପାନୀୟ ଜଳ ଓ ଛାଇ ପାଇଁ ବିଭିନ୍ନ ସ୍ଥାନରେ ବ୍ୟବସ୍ଥା କରାଯାଇଛି । ।। ପ୍ରଭାତୁନ୍ଜ ।। ଆସିକା, ୩।୪: ଗ୍ରୀଷ୍ମ ପ୍ରବାହକୁ ନେଇ ପଶୁପକ୍ଷୀଙ୍କ ପାଇଁ ସ୍ୱତନ୍ତ୍ର ବ୍ୟବସ୍ଥା କରାଯାଇଛି । ପାନୀୟ ଜଳ ଓ ଛାଇ ପାଇଁ ବିଭିନ୍ନ ସ୍ଥାନରେ ବ୍ୟବସ୍ଥା କରାଯାଇଛି । ।। ପ୍ରଭାତୁନ୍ଜ ।। ଆସିକା, ୩।୪: ଗ୍ରୀଷ୍ମ ପ୍ରବାହକୁ ନେଇ ପଶୁପକ୍ଷୀଙ୍କ ପାଇଁ ସ୍ୱତନ୍ତ୍ର ବ୍ୟବସ୍ଥା କରାଯାଇଛି । ପାନୀୟ ଜଳ ଓ ଛାଇ ପାଇଁ ବିଭିନ୍ନ ସ୍ଥାନରେ ବ୍ୟବସ୍ଥା କରାଯାଇଛି । ।। ପ୍ରଭାତୁନ୍ଜ ।। ଆସିକା, ୩।୪: ଗ୍ରୀଷ୍ମ ପ୍ରବାହକୁ ନେଇ ପଶୁପକ୍ଷୀଙ୍କ ପାଇଁ ସ୍ୱତନ୍ତ୍ର ବ୍ୟବସ୍ଥା କରାଯାଇଛି । ପାନୀୟ ଜଳ ଓ ଛାଇ ପାଇଁ ବିଭିନ୍ନ ସ୍ଥାନରେ ବ୍ୟବସ୍ଥା କରାଯାଇଛି । ।। ପ୍ରଭାତୁନ୍ଜ ।। ଆସିକା, ୩।୪: ଗ୍ରୀଷ୍ମ ପ୍ରବାହକୁ ନେଇ ପଶୁପକ୍ଷୀଙ୍କ ପାଇଁ [346, 927, 636, 1063]
headline-admission-fee: ନାମ ଲେଖା ପାଇଁ ବିଦ୍ୟାର୍ଥୀଙ୍କ ଠାରୁ ଆଦାୟ ହେଉଛି ଅଧିକ ଟଙ୍କା [76, 1318, 502, 1337]
article-body-gangeswari-festival: ।। ପ୍ରଭାତୁନ୍ଜ ।। ଗୋପ, ୩।୪: ପୁରୀ ଜିଲ୍ଲା ଗୋପ ବ୍ଲକ ଅନ୍ତର୍ଗତ ବେଲେଶ୍ୱର ପଞ୍ଚାୟତ ସ୍ଥିତ ଐତିହାସିକ ଧାର୍ମିକ ପରିଷର ଅନୁକୂଳରେ ପୁରାନ ପରମ୍ପରାରେ ଗଙ୍ଗେଶ୍ୱରୀ ମହୋତ୍ସବ ଅନୁଷ୍ଠିତ ହୋଇଯାଇଛି । ମା' ଗଙ୍ଗେଶ୍ୱରୀଙ୍କ ପବିତ୍ର ଝାମୁଯାତ୍ରା ହେତୁ କରି ଏହି ମହୋତ୍ସବ ହୋଇଥିଲା । ।। ପ୍ରଭାତୁନ୍ଜ ।। ଗୋପ, ୩।୪: ପୁରୀ ଜିଲ୍ଲା ଗୋପ ବ୍ଲକ ଅନ୍ତର୍ଗତ ବେଲେଶ୍ୱର ପଞ୍ଚାୟତ ସ୍ଥିତ ଐତିହାସିକ ଧାର୍ମିକ ପରିଷର ଅନୁକୂଳରେ ପୁରାନ ପରମ୍ପରାରେ ଗଙ୍ଗେଶ୍ୱରୀ ମହୋତ୍ସବ ଅନୁଷ୍ଠିତ ହୋଇଯାଇଛି । ମା' ଗଙ୍ଗେଶ୍ୱରୀଙ୍କ ପବିତ୍ର ଝାମୁଯାତ୍ରା ହେତୁ କରି ଏହି ମହୋତ୍ସବ ହୋଇଥିଲା । ।। ପ୍ରଭାତୁନ୍ଜ ।। ଗୋପ, ୩।୪: ପୁରୀ ଜିଲ୍ଲା ଗୋପ ବ୍ଲକ ଅନ୍ତର୍ଗତ ବେଲେଶ୍ୱର ପଞ୍ଚାୟତ ସ୍ଥିତ ଐତିହାସିକ ଧାର୍ମିକ ପରିଷର ଅନୁକୂଳରେ ପୁରାନ ପରମ୍ପରାରେ ଗଙ୍ଗେଶ୍ୱରୀ ମହୋତ୍ସବ ଅନୁଷ୍ଠିତ ହୋଇଯାଇଛି । ମା' ଗଙ୍ଗେଶ୍ୱରୀଙ୍କ ପବିତ୍ର ଝାମୁଯାତ୍ରା ହେତୁ କରି ଏହି ମହୋତ୍ସବ ହୋଇଥିଲା । ।। ପ୍ରଭାତୁନ୍ଜ ।। ଗୋପ, ୩।୪: ପୁରୀ ଜିଲ୍ଲା ଗୋପ ବ୍ଲକ ଅନ୍ତର୍ଗତ ବେଲେଶ୍ୱର ପଞ୍ଚାୟତ ସ୍ଥିତ ଐତିହାସିକ ଧାର୍ମିକ ପରିଷର ଅନୁକୂଳରେ ପୁରାନ ପରମ୍ପରାରେ ଗଙ୍ଗେଶ୍ୱରୀ ମହୋତ୍ସବ ଅନୁଷ୍ଠିତ ହୋଇଯାଇଛି । ମା' ଗଙ୍ଗେଶ୍ୱରୀଙ୍କ ପବିତ୍ର ଝାମୁଯାତ୍ରା ହେତୁ କରି ଏହି ମହୋତ୍ସବ ହୋଇଥିଲା । ।। [570, 581, 785, 727]
page-number: ଛ [105, 156, 113, 168]
photo-seized-cylinders [348, 584, 456, 656]
article-body-jhamu-jatra-cont: ଗୋପ, ୩।୪: ପୁରୀ ଜିଲ୍ଲା ଗୋପ ବ୍ଲକ ଅନ୍ତର୍ଗତ ମା' ଗଙ୍ଗେଶ୍ୱରୀଙ୍କ ପୀଠରେ ଝାମୁଯାତ୍ରା ଅନୁଷ୍ଠିତ ହୋଇଯାଇଛି । ଭକ୍ତମାନେ ଜଳନ୍ତା ଅଙ୍ଗାର ଉପରେ ଚାଲିଥିଲେ । ଗୋପ, ୩।୪: ପୁରୀ ଜିଲ୍ଲା ଗୋପ ବ୍ଲକ ଅନ୍ତର୍ଗତ ମା' [22, 796, 230, 826]
article-body-vishwashanti: ।। ପ୍ରଭାତୁନ୍ଜ ।। ଟିଟିଲାଗଡ଼, ୩।୪: ଜିଲ୍ଲା ଟିଟିଲାଗଡ଼ରେ ବିଶ୍ୱଶାନ୍ତି ମହାଯଜ୍ଞ ଅନୁଷ୍ଠିତ ହୋଇଯାଇଛି । ଏଥିରେ ବହୁ ଭକ୍ତ ଯୋଗଦାନ କରିଥିଲେ । ।। ପ୍ରଭାତୁନ୍ଜ ।। ଟିଟିଲାଗଡ଼, ୩।୪: ଜିଲ୍ଲା ଟିଟିଲାଗଡ଼ରେ ବିଶ୍ୱଶାନ୍ତି ମହାଯଜ୍ଞ ଅନୁଷ୍ଠିତ ହୋଇଯାଇଛି । ଏଥିରେ ବହୁ ଭକ୍ତ ଯୋଗଦାନ କରିଥିଲେ । ।। ପ୍ରଭାତୁନ୍ଜ ।। ଟିଟିଲାଗଡ଼, ୩।୪: ଜିଲ୍ଲା ଟିଟିଲାଗଡ଼ରେ ବିଶ୍ୱଶାନ୍ତି ମହାଯଜ୍ଞ ଅନୁଷ୍ଠିତ ହୋଇଯାଇଛି । ଏଥିରେ ବହୁ ଭକ୍ତ ଯୋଗଦାନ କରିଥିଲେ । ।। ପ୍ରଭାତୁନ୍ଜ ।। ଟିଟିଲାଗଡ଼, ୩।୪: ଜିଲ୍ଲା ଟିଟିଲାଗଡ଼ରେ ବିଶ୍ୱଶାନ୍ତି ମହାଯଜ୍ଞ ଅନୁଷ୍ଠିତ ହୋଇଯାଇଛି । ଏଥିରେ ବହୁ ଭକ୍ତ ଯୋଗଦାନ କରିଥିଲେ । ।। ପ୍ରଭାତୁନ୍ଜ ।। ଟିଟିଲାଗଡ଼, ୩।୪: ଜିଲ୍ଲା ଟିଟିଲାଗଡ଼ରେ ବିଶ୍ୱଶାନ୍ତି ମହାଯଜ୍ଞ ଅନୁଷ୍ଠିତ ହୋଇଯାଇଛି । ଏଥିରେ ବହୁ ଭକ୍ତ ଯୋଗଦାନ କରିଥିଲେ । ।। ପ୍ରଭାତୁନ୍ଜ ।। ଟିଟିଲାଗଡ଼, ୩।୪: ଜିଲ୍ଲା ଟିଟିଲାଗଡ଼ରେ ବିଶ୍ୱଶାନ୍ତି ମହାଯଜ୍ଞ ଅନୁଷ୍ଠିତ ହୋଇଯାଇଛି । ଏଥିରେ ବହୁ ଭକ୍ତ ଯୋଗଦାନ [244, 787, 336, 1071]
lawn-illustration [75, 124, 175, 142]
article-body-gana-shunani: ।। ପ୍ରଭାତୁନ୍ଜ ।। ରାଜକନିକା, ରାଜକନିକା ବ୍ଲକରେ ପଞ୍ଚାୟତସ୍ତରୀୟ ଜଣଶୁଣାଣି ଶିବିର ଅନୁଷ୍ଠିତ ହୋଇଯାଇଛି । ଏହି ଶିବିରରେ ବହୁ ଅଭିଯୋଗ ଗ୍ରହଣ କରାଯାଇ ସମାଧାନ କରାଯାଇଛି । ।। ପ୍ରଭାତୁନ୍ଜ ।। ରାଜକନିକା, ରାଜକନିକା ବ୍ଲକରେ ପଞ୍ଚାୟତସ୍ତରୀୟ ଜଣଶୁଣାଣି ଶିବିର ଅନୁଷ୍ଠିତ ହୋଇଯାଇଛି । ଏହି ଶିବିରରେ ବହୁ ଅଭିଯୋଗ ଗ୍ରହଣ କରାଯାଇ ସମାଧାନ କରାଯାଇଛି । ।। ପ୍ରଭାତୁନ୍ଜ ।। ରାଜକନିକା, ରାଜକନିକା ବ୍ଲକରେ ପଞ୍ଚାୟତସ୍ତରୀୟ ଜଣଶୁଣାଣି ଶିବିର ଅନୁଷ୍ଠିତ ହୋଇଯାଇଛି । ଏହି ଶିବିରରେ ବହୁ ଅଭିଯୋଗ ଗ୍ରହଣ କରାଯାଇ ସମାଧାନ କରାଯାଇଛି । ।। ପ୍ରଭାତୁନ୍ଜ ।। ରାଜକନିକା, ରାଜକନିକା ବ୍ଲକରେ ପଞ୍ଚାୟତସ୍ତରୀୟ ଜଣଶୁଣାଣି ଶିବିର ଅନୁଷ୍ଠିତ ହୋଇଯାଇଛି । ଏହି ଶିବିରରେ ବହୁ ଅଭିଯୋଗ ଗ୍ରହଣ କରାଯାଇ ସମାଧାନ କରାଯାଇଛି । ।। ପ୍ରଭାତୁନ୍ଜ ।। ରାଜକନିକା, ରାଜକନିକା ବ୍ଲକରେ ପଞ୍ଚାୟତସ୍ତରୀୟ ଜଣଶୁଣାଣି ଶିବିର ଅନୁଷ୍ଠିତ ହୋଇଯାଇଛି । ଏହି ଶିବିରରେ ବହୁ ଅଭିଯୋଗ ଗ୍ରହଣ କରାଯାଇ ସମାଧାନ କରାଯାଇଛି । ।। ପ୍ରଭାତୁନ୍ଜ ।। ରାଜକନିକା, ରାଜକନିକା ବ୍ଲକରେ ପଞ୍ଚାୟତସ୍ତରୀୟ ଜଣଶୁଣାଣି ଶିବିର ଅନୁଷ୍ଠିତ ହୋଇଯାଇଛି । ଏହି ଶିବିରରେ ବହୁ [22, 873, 230, 1009]
photo-jalachhatra [666, 1298, 780, 1378]
headline-arodei: ପ୍ରଦୂଷଣ ମୁକ୍ତ ହେବ ଅରଡେଇ ନଦୀ [20, 186, 448, 220]
photo-caption: ନିରବଦ୍ରଷ୍ଟା ସାଜିଛି ପ୍ରଶାସନ [568, 349, 778, 373]
photo-gas-cylinders [568, 238, 778, 346]
headline-summer-animals: ଗ୍ରୀଷ୍ମ ପ୍ରବାହକୁ ନେଇ ପଶୁପକ୍ଷୀଙ୍କ ପାଇଁ ସ୍ୱତନ୍ତ୍ର ବ୍ୟବସ୍ଥା [346, 900, 626, 913]
column-rule [340, 752, 341, 1077]
headline-jhamu-jatra: ମା' ଗଙ୍ଗେଶ୍ୱରୀଙ୍କ ପୀଠରେ ଝାମୁଯାତ୍ରା [22, 661, 218, 674]
headline-gana-shunani: ପଞ୍ଚାୟତସ୍ତରୀୟ ଜଣଶୁଣାଣି ଶିବିର [22, 849, 193, 863]
dateline-bar [15, 150, 785, 174]
headline-vishwashanti: ବିଶ୍ୱଶାନ୍ତି ମହାଯଜ୍ଞ [242, 752, 297, 781]
masthead-banner [15, 29, 785, 142]
column-rule [641, 752, 642, 1077]
article-body-shanti-yajna: ।। ପ୍ରଭାତୁନ୍ଜ ।। କଟକ, ୩।୪: କଟକ ଜିଲ୍ଲାରେ ଶାନ୍ତି ମହାଯଜ୍ଞ ଅନୁଷ୍ଠିତ ହୋଇଯାଇଛି । ମହାପ୍ରଭୁ ଜଗନ୍ନାଥଙ୍କ ପଞ୍ଚଦେବ ପୁଜା ସହ ମହାଯଜ୍ଞ ସଫଳ ହୋଇଥିଲା । ।। ପ୍ରଭାତୁନ୍ଜ ।। କଟକ, ୩।୪: କଟକ ଜିଲ୍ଲାରେ ଶାନ୍ତି ମହାଯଜ୍ଞ ଅନୁଷ୍ଠିତ ହୋଇଯାଇଛି । ମହାପ୍ରଭୁ ଜଗନ୍ନାଥଙ୍କ ପଞ୍ଚଦେବ ପୁଜା ସହ ମହାଯଜ୍ଞ ସଫଳ ହୋଇଥିଲା । ।। ପ୍ରଭାତୁନ୍ଜ ।। କଟକ, ୩।୪: କଟକ ଜିଲ୍ଲାରେ ଶାନ୍ତି ମହାଯଜ୍ଞ ଅନୁଷ୍ଠିତ ହୋଇଯାଇଛି । ମହାପ୍ରଭୁ ଜଗନ୍ନାଥଙ୍କ ପଞ୍ଚଦେବ ପୁଜା ସହ ମହାଯଜ୍ଞ ସଫଳ ହୋଇଥିଲା । ।। ପ୍ରଭାତୁନ୍ଜ ।। କଟକ, ୩।୪: କଟକ ଜିଲ୍ଲାରେ ଶାନ୍ତି ମହାଯଜ୍ଞ ଅନୁଷ୍ଠିତ ହୋଇଯାଇଛି । ମହାପ୍ରଭୁ ଜଗନ୍ନାଥଙ୍କ ପଞ୍ଚଦେବ ପୁଜା ସହ ମହାଯଜ୍ଞ ସଫଳ ହୋଇଥିଲା । ।। ପ୍ରଭାତୁନ୍ଜ ।। କଟକ, ୩।୪: କଟକ ଜିଲ୍ଲାରେ ଶାନ୍ତି ମହାଯଜ୍ଞ ଅନୁଷ୍ଠିତ [566, 1135, 778, 1228]
article-body-ram-charit: ।। ପ୍ରଭାତୁନ୍ଜ ।। ଆଠିଣା, ୩।୪: ଆଠିଣା ଗାଁରେ ରାମ ଚରିତ ମାନସ ପାରାୟଣ କାର୍ଯ୍ୟକ୍ରମ ଅନୁଷ୍ଠିତ ହୋଇଯାଇଛି । ଭଗବାନ ଶ୍ରୀରାମଙ୍କ ଜନ୍ମୋତ୍ସବ ଅବସରରେ ଏହି ପାରାୟଣ କରାଯାଇଥିଲା । ।। ପ୍ରଭାତୁନ୍ଜ ।। ଆଠିଣା, ୩।୪: ଆଠିଣା ଗାଁରେ ରାମ ଚରିତ ମାନସ ପାରାୟଣ କାର୍ଯ୍ୟକ୍ରମ ଅନୁଷ୍ଠିତ ହୋଇଯାଇଛି । ଭଗବାନ ଶ୍ରୀରାମଙ୍କ ଜନ୍ମୋତ୍ସବ ଅବସରରେ ଏହି ପାରାୟଣ କରାଯାଇଥିଲା । ।। ପ୍ରଭାତୁନ୍ଜ ।। ଆଠିଣା, ୩।୪: ଆଠିଣା ଗାଁରେ ରାମ ଚରିତ ମାନସ ପାରାୟଣ କାର୍ଯ୍ୟକ୍ରମ ଅନୁଷ୍ଠିତ ହୋଇଯାଇଛି । ଭଗବାନ ଶ୍ରୀରାମଙ୍କ ଜନ୍ମୋତ୍ସବ ଅବସରରେ ଏହି ପାରାୟଣ କରାଯାଇଥିଲା । ।। ପ୍ରଭାତୁନ୍ଜ ।। ଆଠିଣା, ୩।୪: ଆଠିଣା ଗାଁରେ ରାମ ଚରିତ ମାନସ ପାରାୟଣ କାର୍ଯ୍ୟକ୍ରମ ଅନୁଷ୍ଠିତ ହୋଇଯାଇଛି । ଭଗବାନ ଶ୍ରୀରାମଙ୍କ ଜନ୍ମୋତ୍ସବ ଅବସରରେ ଏହି ପାରାୟଣ କରାଯାଇଥିଲା । ।। ପ୍ରଭାତୁନ୍ଜ ।। ଆଠିଣା, ୩।୪: ଆଠିଣା ଗାଁରେ ରାମ ଚରିତ ମାନସ ପାରାୟଣ କାର୍ଯ୍ୟକ୍ରମ ଅନୁଷ୍ଠିତ ହୋଇଯାଇଛି । ଭଗବାନ ଶ୍ରୀରାମଙ୍କ ଜନ୍ମୋତ୍ସବ ଅବସରରେ ଏହି ପାରାୟଣ କରାଯାଇଥିଲା । ।। ପ୍ରଭାତୁନ୍ଜ ।। ଆଠିଣା, ୩।୪: ଆଠିଣା ଗାଁରେ ରାମ ଚରିତ ମାନସ ପାରାୟଣ କାର୍ଯ୍ୟକ୍ରମ ଅନୁଷ୍ଠିତ ହୋଇଯାଇଛି । ଭଗବାନ ଶ୍ରୀରାମଙ୍କ ଜନ୍ମୋତ୍ସବ ଅବସରରେ ଏହି ପାରାୟଣ କରାଯାଇଥିଲା । ।। ପ୍ରଭାତୁନ୍ଜ ।। ଆଠିଣା, ୩।୪: ଆଠିଣା ଗାଁରେ ରାମ [646, 813, 781, 1076]
headline-jalachhatra: ଜଳଛତ୍ର ଉଦ୍‌ଘାଟିତ [594, 1236, 750, 1259]
headline-odisha-divas: ଓଡିଶା ଦିବସରେ ଅକ୍ଷୟ ମହାନ୍ତିଙ୍କ ସଙ୍ଗୀତ ଓ ନୃତ୍ୟ [22, 1030, 230, 1041]
article-body-arodei-cont: ଢେଙ୍କାନାଳର ଐତିହାସିକ ନଦୀ ଅରଡେଇ ନଦୀ ପ୍ରଦୂଷିତ ହୋଇଯାଇଛି । ଢେଙ୍କାନାଳ ଜିଲ୍ଲାରେ ପ୍ରବାହିତ ହେଉଥିବା ଏହି ନଦୀ ଏବେ ଆବର୍ଜନା ପ୍ରଦୂଷଣ ନଦୀ ହେଉଛି ଅବହେଳିତ ଏବଂ ଏହାର ପୁନରୁଦ୍ଧାର ପାଇଁ ଲୋକେ ଦାବି କରୁଛନ୍ତି । ଢେଙ୍କାନାଳର ଐତିହାସିକ ନଦୀ ଅରଡେଇ ନଦୀ ପ୍ରଦୂଷିତ ହୋଇଯାଇଛି । ଢେଙ୍କାନାଳ ଜିଲ୍ଲାରେ ପ୍ରବାହିତ ହେଉଥିବା ଏହି ନଦୀ ଏବେ ଆବର୍ଜନା ପ୍ରଦୂଷଣ ନଦୀ ହେଉଛି ଅବହେଳିତ ଏବଂ ଏହାର ପୁନରୁଦ୍ଧାର ପାଇଁ ଲୋକେ ଦାବି କରୁଛନ୍ତି । ଢେଙ୍କାନାଳର ଐତିହାସିକ ନଦୀ ଅରଡେଇ ନଦୀ ପ୍ରଦୂଷିତ ହୋଇଯାଇଛି । ଢେଙ୍କାନାଳ ଜିଲ୍ଲାରେ ପ୍ରବାହିତ ହେଉଥିବା ଏହି ନଦୀ ଏବେ ଆବର୍ଜନା ପ୍ରଦୂଷଣ ନଦୀ ହେଉଛି ଅବହେଳିତ ଏବଂ ଏହାର ପୁନରୁଦ୍ଧାର ପାଇଁ ଲୋକେ ଦାବି କରୁଛନ୍ତି । ଢେଙ୍କାନାଳର ଐତିହାସିକ ନଦୀ ଅରଡେଇ ନଦୀ ପ୍ରଦୂଷିତ ହୋଇଯାଇଛି । ଢେଙ୍କାନାଳ ଜିଲ୍ଲାରେ ପ୍ରବାହିତ ହେଉଥିବା ଏହି ନଦୀ ଏବେ ଆବର୍ଜନା ପ୍ରଦୂଷଣ ନଦୀ ହେଉଛି ଅବହେଳିତ ଏବଂ ଏହାର ପୁନରୁଦ୍ଧାର ପାଇଁ ଲୋକେ ଦାବି କରୁଛନ୍ତି । ଢେଙ୍କାନାଳର ଐତିହାସିକ ନଦୀ ଅରଡେଇ ନଦୀ ପ୍ରଦୂଷିତ ହୋଇଯାଇଛି । ଢେଙ୍କାନାଳ ଜିଲ୍ଲାରେ ପ୍ରବାହିତ ହେଉଥିବା ଏହି ନଦୀ ଏବେ ଆବର୍ଜନା ପ୍ରଦୂଷଣ ନଦୀ ହେଉଛି ଅବହେଳିତ ଏବଂ ଏହାର ପୁନରୁଦ୍ଧାର ପାଇଁ ଲୋକେ ଦାବି କରୁଛନ୍ତି । ଢେଙ୍କାନାଳର ଐତିହାସିକ ନଦୀ ଅରଡେଇ ନଦୀ ପ୍ରଦୂଷିତ ହୋଇଯାଇଛି । ଢେଙ୍କାନାଳ ଜିଲ୍ଲାରେ ପ୍ରବାହିତ ହେଉଥିବା ଏହି ନଦୀ ଏବେ ଆବର୍ଜନା ପ୍ରଦୂଷଣ ନଦୀ ହେଉଛି ଅବହେଳିତ ଏବଂ ଏହାର ପୁନରୁଦ୍ଧାର ପାଇଁ ଲୋକେ ଦାବି [132, 341, 338, 519]
photo-arodei-river [132, 245, 338, 335]
headline-ram-charit: ରାମ ଚରିତ ମାନସ ପାରାୟଣ [669, 758, 757, 793]
headline-school-anniversary: ବାଟିବେଡା ଆଶ୍ରମ ବିଦ୍ୟାଳୟର ବାର୍ଷିକୋତ୍ସବ [246, 1095, 515, 1112]
article-body-jalachhatra-bottom: ସାରା ରାଜ୍ୟରେ ତାତିର ପ୍ରକୋପ ବଢ଼ିବାରେ ଲାଗିଛି । ଏହି ପ୍ରବଳ ଗ୍ରୀଷ୍ମ ପ୍ରବାହକୁ ଦୃଷ୍ଟିରେ ରଖି ଜଳଛତ୍ର ଉଦ୍‌ଘାଟିତ ହୋଇଛି । ପଥଚାରୀ ଓ ଜନସାଧାରଣଙ୍କ ସୁବିଧା ପାଇଁ ଏହା ଖୋଲାଯାଇଛି । ସାରା ରାଜ୍ୟରେ ତାତିର ପ୍ରକୋପ ବଢ଼ିବାରେ ଲାଗିଛି । ଏହି ପ୍ରବଳ ଗ୍ରୀଷ୍ମ ପ୍ରବାହକୁ ଦୃଷ୍ଟିରେ ରଖି ଜଳଛତ୍ର ଉଦ୍‌ଘାଟିତ ହୋଇଛି । ପଥଚାରୀ ଓ ଜନସାଧାରଣଙ୍କ ସୁବିଧା ପାଇଁ ଏହା ଖୋଲାଯାଇଛି । ସାରା ରାଜ୍ୟରେ ତାତିର ପ୍ରକୋପ ବଢ଼ିବାରେ ଲାଗିଛି । ଏହି ପ୍ରବଳ ଗ୍ରୀଷ୍ମ ପ୍ରବାହକୁ ଦୃଷ୍ଟିରେ ରଖି ଜଳଛତ୍ର ଉଦ୍‌ଘାଟିତ ହୋଇଛି । ପଥଚାରୀ ଓ ଜନସାଧାରଣଙ୍କ ସୁବିଧା ପାଇଁ ଏହା ଖୋଲାଯାଇଛି । ସାରା ରାଜ୍ୟରେ ତାତିର ପ୍ରକୋପ ବଢ଼ିବାରେ ଲାଗିଛି । ଏହି ପ୍ରବଳ ଗ୍ରୀଷ୍ମ ପ୍ରବାହକୁ ଦୃଷ୍ଟିରେ ରଖି ଜଳଛତ୍ର ଉଦ୍‌ଘାଟିତ ହୋଇଛି । ପଥଚାରୀ ଓ ଜନସାଧାରଣଙ୍କ ସୁବିଧା ପାଇଁ ଏହା ଖୋଲାଯାଇଛି । ସାରା ରାଜ୍ୟରେ ତାତିର ପ୍ରକୋପ ବଢ଼ିବାରେ ଲାଗିଛି । ଏହି ପ୍ରବଳ ଗ୍ରୀଷ୍ମ ପ୍ରବାହକୁ ଦୃଷ୍ଟିରେ ରଖି ଜଳଛତ୍ର ଉଦ୍‌ଘାଟିତ ହୋଇଛି । ପଥଚାରୀ ଓ ଜନସାଧାରଣଙ୍କ ସୁବିଧା ପାଇଁ ଏହା ଖୋଲାଯାଇଛି । ସାରା ରାଜ୍ୟରେ ତାତିର ପ୍ରକୋପ [566, 1385, 778, 1510]
